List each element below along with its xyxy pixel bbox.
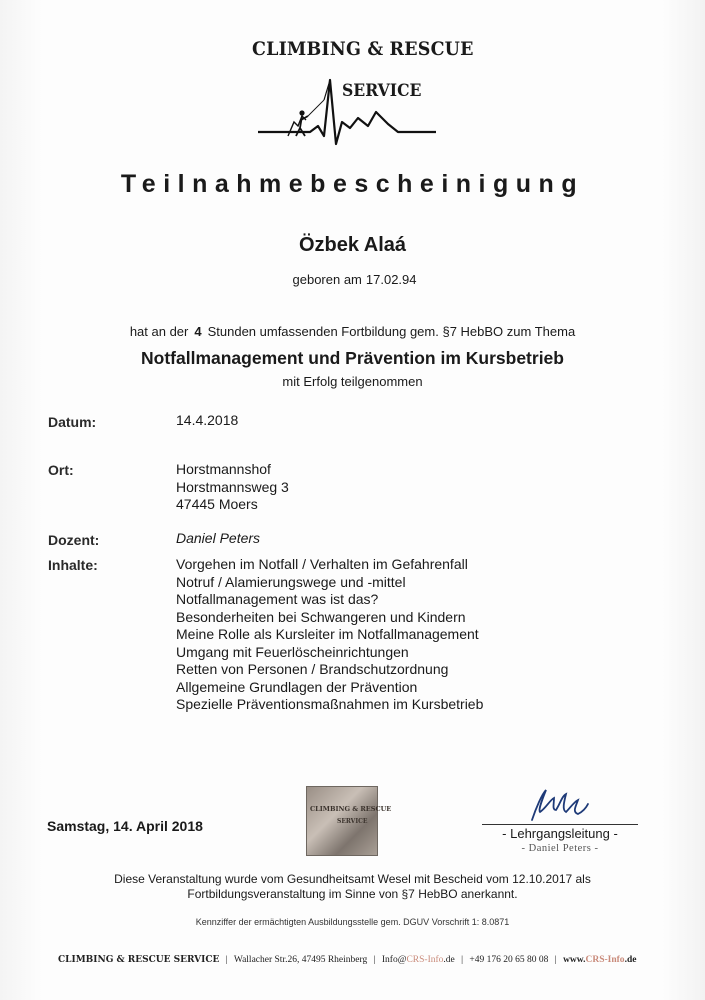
- birth-date-line: [0, 272, 705, 287]
- footer-address: Wallacher Str.26, 47495 Rheinberg: [233, 955, 368, 965]
- dozent-label: Dozent:: [48, 532, 100, 548]
- email-part: Info@: [381, 955, 407, 965]
- course-hours: 4: [194, 324, 202, 339]
- born-date: 17.02.94: [365, 272, 417, 287]
- list-item: Spezielle Präventionsmaßnahmen im Kursbetrieb: [176, 696, 484, 712]
- separator: |: [554, 955, 557, 965]
- dozent-value: Daniel Peters: [176, 530, 261, 546]
- datum-value: 14.4.2018: [176, 412, 239, 428]
- approval-text: [0, 872, 705, 902]
- ort-line: 47445 Moers: [176, 496, 258, 512]
- separator: |: [373, 955, 376, 965]
- signer-role: - Lehrgangsleitung -: [502, 826, 618, 841]
- ort-line: Horstmannsweg 3: [176, 478, 289, 495]
- web-part: .de: [624, 955, 637, 965]
- list-item: Notruf / Alamierungswege und -mittel: [176, 573, 406, 590]
- ort-value: [176, 461, 289, 514]
- footer-phone: +49 176 20 65 80 08: [469, 955, 549, 965]
- email-part: .de: [443, 955, 455, 965]
- participant-name: Özbek Alaá: [298, 234, 407, 256]
- approval-line: Fortbildungsveranstaltung im Sinne von §7 HebBO anerkannt.: [187, 887, 518, 901]
- seal-line2: SERVICE: [337, 818, 368, 825]
- signature-icon: [520, 786, 610, 826]
- email-part: CRS-Info: [406, 955, 444, 965]
- course-topic: Notfallmanagement und Prävention im Kursbetrieb: [141, 348, 564, 368]
- web-part: www.: [563, 955, 586, 965]
- footer-website[interactable]: [563, 955, 636, 965]
- seal-line1: CLIMBING & RESCUE: [310, 805, 392, 813]
- letterhead-footer: [58, 955, 636, 965]
- intro-before: hat an der: [129, 324, 189, 339]
- list-item: Retten von Personen / Brandschutzordnung: [176, 661, 449, 677]
- intro-after: Stunden umfassenden Fortbildung gem. §7 HebBO zum Thema: [207, 324, 576, 339]
- kennziffer-text: Kennziffer der ermächtigten Ausbildungsstelle gem. DGUV Vorschrift 1: 8.0871: [195, 917, 510, 927]
- climber-heartbeat-icon: [258, 66, 438, 146]
- inhalte-label: Inhalte:: [48, 557, 98, 573]
- list-item: Umgang mit Feuerlöscheinrichtungen: [176, 643, 409, 660]
- list-item: Besonderheiten bei Schwangeren und Kindern: [176, 608, 466, 625]
- hologram-seal: [306, 786, 392, 856]
- document-title: Teilnahmebescheinigung: [120, 170, 585, 198]
- list-item: Notfallmanagement was ist das?: [176, 591, 379, 607]
- success-line: mit Erfolg teilgenommen: [282, 374, 423, 389]
- born-label: geboren am: [292, 272, 362, 287]
- web-part: CRS-Info: [585, 955, 625, 965]
- issue-date: Samstag, 14. April 2018: [47, 818, 203, 834]
- footer-brand: CLIMBING & RESCUE SERVICE: [58, 955, 220, 965]
- logo-line2: SERVICE: [342, 81, 422, 101]
- company-logo: [248, 36, 474, 146]
- list-item: Vorgehen im Notfall / Verhalten im Gefahrenfall: [176, 556, 468, 572]
- footer-email[interactable]: [382, 955, 455, 965]
- list-item: Allgemeine Grundlagen der Prävention: [176, 678, 418, 695]
- signer-name: - Daniel Peters -: [521, 843, 599, 854]
- datum-label: Datum:: [48, 414, 97, 430]
- signature-line: [482, 824, 638, 825]
- logo-line1: CLIMBING & RESCUE: [252, 38, 474, 60]
- approval-line: Diese Veranstaltung wurde vom Gesundheitsamt Wesel mit Bescheid vom 12.10.2017 als: [114, 872, 591, 886]
- list-item: Meine Rolle als Kursleiter im Notfallmanagement: [176, 626, 479, 642]
- inhalte-list: [176, 556, 483, 714]
- separator: |: [461, 955, 464, 965]
- ort-label: Ort:: [48, 462, 74, 478]
- ort-line: Horstmannshof: [176, 461, 271, 477]
- course-intro: [0, 324, 705, 339]
- separator: |: [225, 955, 228, 965]
